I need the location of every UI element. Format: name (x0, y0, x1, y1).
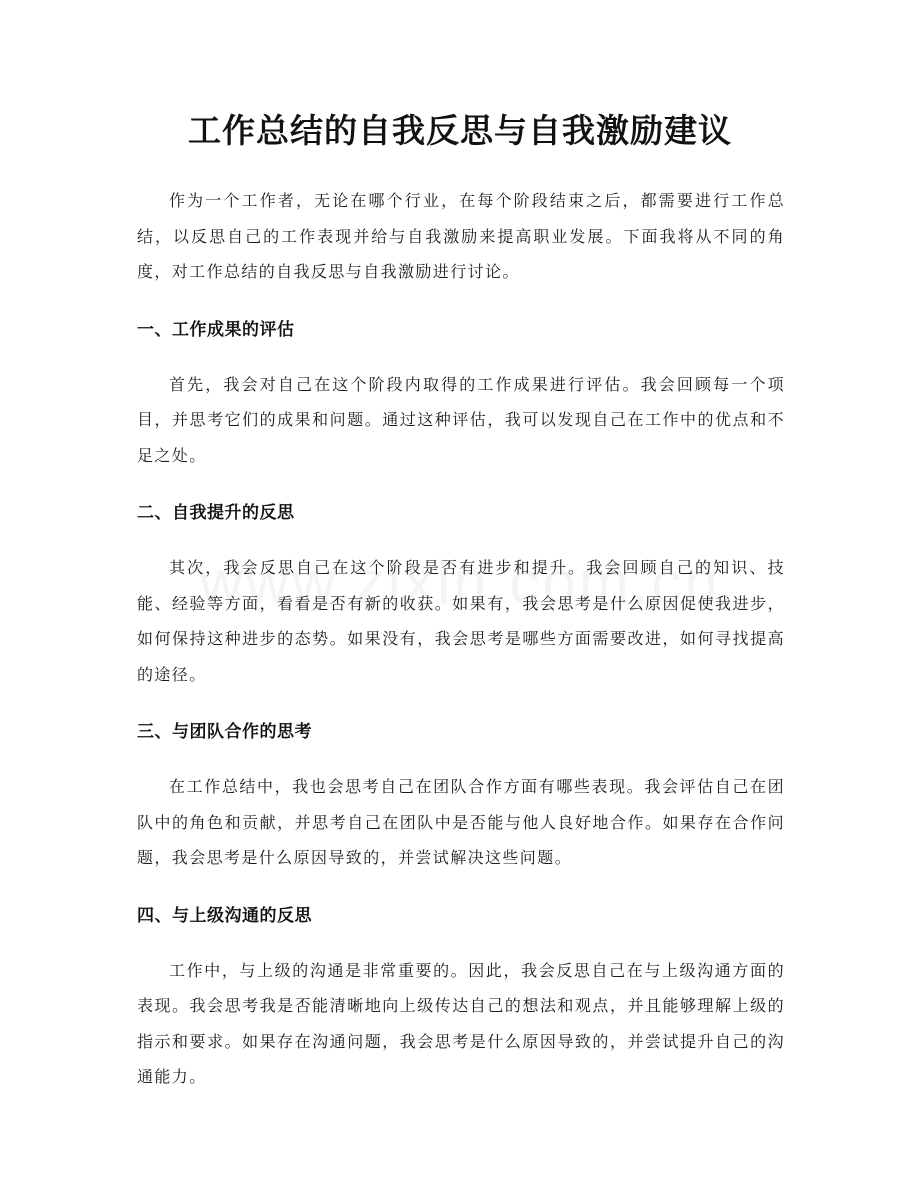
document-body (137, 183, 785, 1095)
section-heading-4: 四、与上级沟通的反思 (137, 905, 312, 926)
document-title: 工作总结的自我反思与自我激励建议 (188, 111, 732, 150)
intro-paragraph: 作为一个工作者，无论在哪个行业，在每个阶段结束之后，都需要进行工作总结，以反思自己的工作表现并给与自我激励来提高职业发展。下面我将从不同的角度，对工作总结的自我反思与自我激励进行讨论。 (137, 191, 785, 281)
section-heading-1: 一、工作成果的评估 (137, 319, 295, 340)
section-paragraph-3: 在工作总结中，我也会思考自己在团队合作方面有哪些表现。我会评估自己在团队中的角色和贡献，并思考自己在团队中是否能与他人良好地合作。如果存在合作问题，我会思考是什么原因导致的，并尝试解决这些问题。 (137, 777, 785, 867)
section-heading-3: 三、与团队合作的思考 (137, 722, 312, 742)
section-heading-2: 二、自我提升的反思 (137, 503, 295, 523)
section-paragraph-2: 其次，我会反思自己在这个阶段是否有进步和提升。我会回顾自己的知识、技能、经验等方面，看看是否有新的收获。如果有，我会思考是什么原因促使我进步，如何保持这种进步的态势。如果没有，我会思考是哪些方面需要改进，如何寻找提高的途径。 (137, 558, 785, 684)
section-paragraph-4: 工作中，与上级的沟通是非常重要的。因此，我会反思自己在与上级沟通方面的表现。我会思考我是否能清晰地向上级传达自己的想法和观点，并且能够理解上级的指示和要求。如果存在沟通问题，我会思考是什么原因导致的，并尝试提升自己的沟通能力。 (137, 960, 785, 1086)
section-paragraph-1: 首先，我会对自己在这个阶段内取得的工作成果进行评估。我会回顾每一个项目，并思考它们的成果和问题。通过这种评估，我可以发现自己在工作中的优点和不足之处。 (137, 374, 785, 465)
